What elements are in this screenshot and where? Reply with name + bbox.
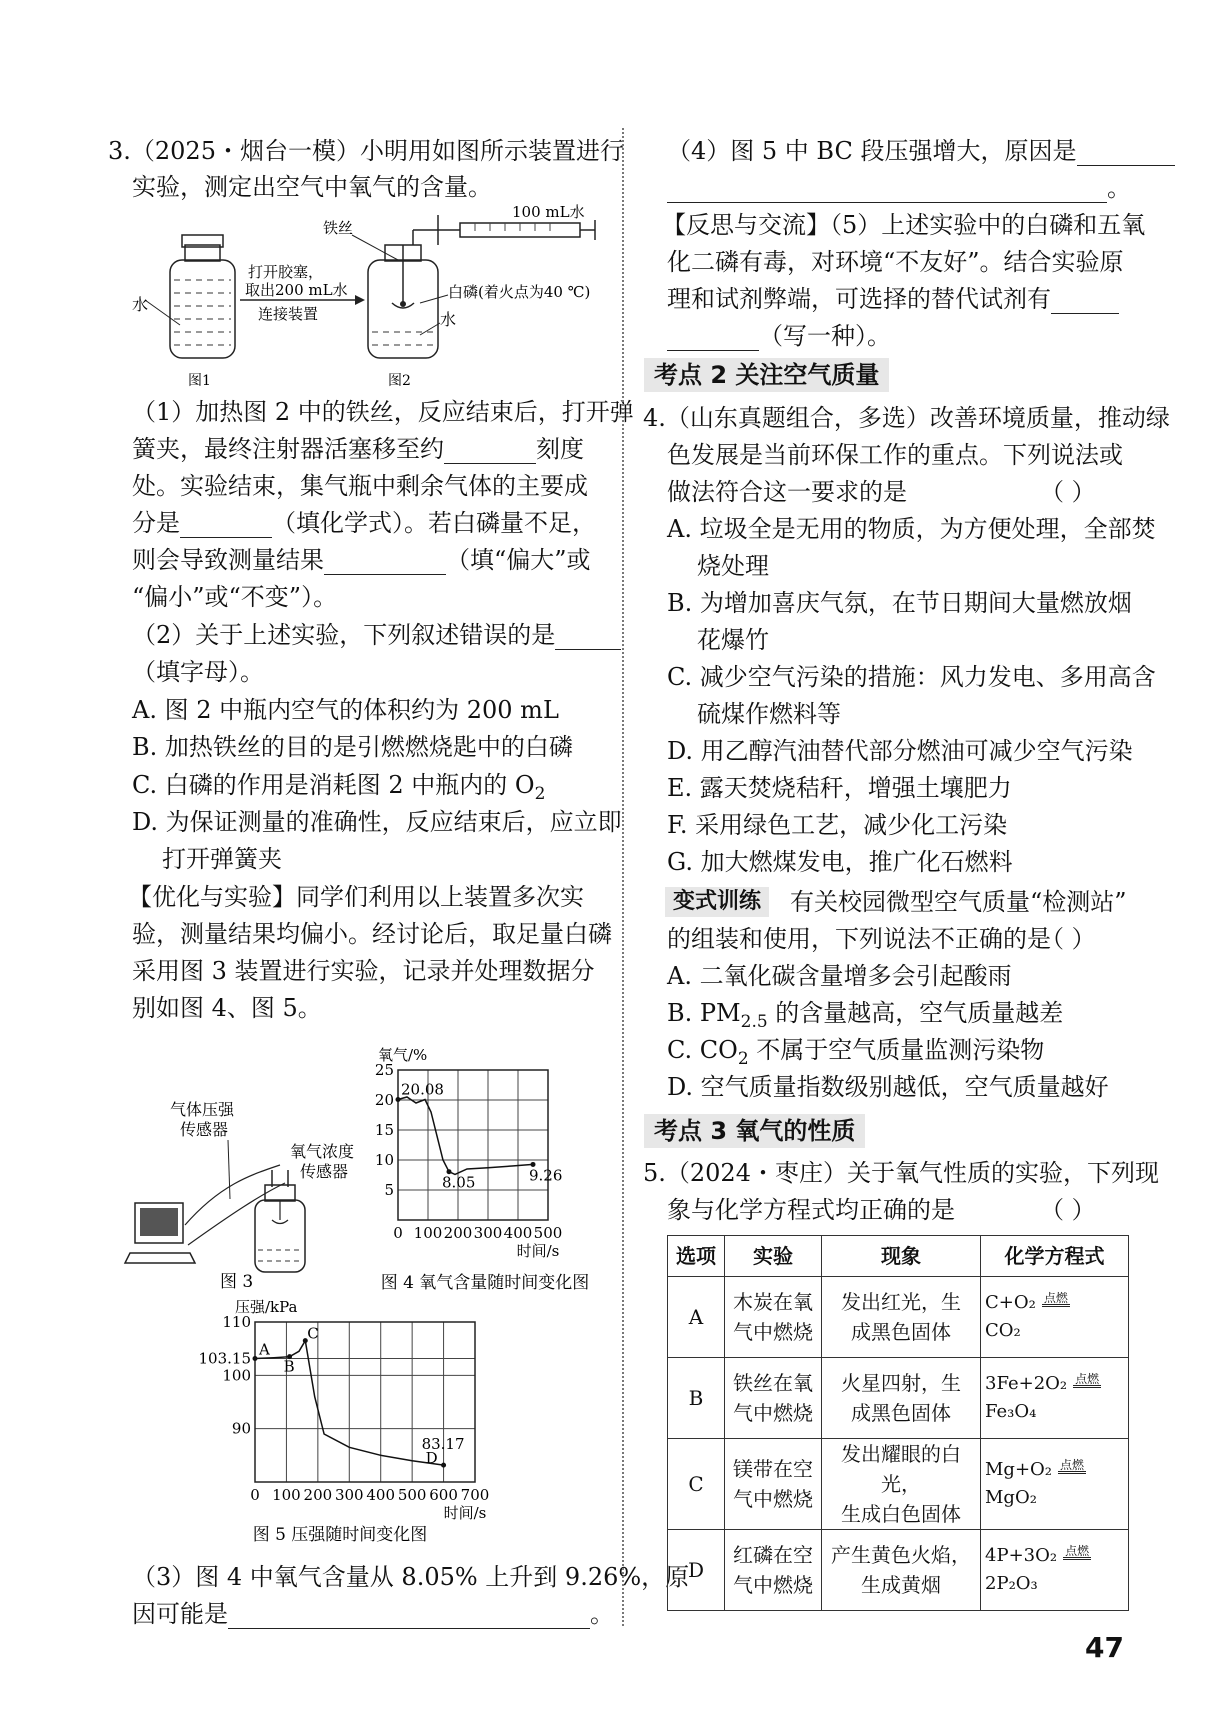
equation-reactants: 4P+3O₂ xyxy=(985,1545,1058,1566)
column-divider xyxy=(622,128,624,1626)
data-label: C xyxy=(307,1324,319,1343)
figure-4-oxygen-chart xyxy=(360,1040,625,1295)
q5-answer-paren[interactable]: （ ） xyxy=(1040,1196,1096,1224)
x-axis-label: 时间/s xyxy=(516,1242,560,1260)
q4-stem-line1: 4.（山东真题组合，多选）改善环境质量，推动绿 xyxy=(643,404,1170,432)
x-tick-label: 200 xyxy=(443,1224,473,1242)
data-label: 83.17 xyxy=(421,1435,465,1454)
q4-stem-line3: 做法符合这一要求的是 xyxy=(667,478,907,506)
x-tick-label: 600 xyxy=(429,1486,458,1504)
equation-products: MgO₂ xyxy=(985,1487,1037,1508)
table-row xyxy=(668,1277,1129,1358)
equation-products: CO₂ xyxy=(985,1320,1021,1341)
table-header: 化学方程式 xyxy=(981,1236,1129,1277)
answer-blank-1[interactable] xyxy=(444,439,536,464)
variant-stem-line1: 有关校园微型空气质量“检测站” xyxy=(790,888,1127,916)
fig2-caption: 图2 xyxy=(388,373,411,389)
table-cell-phenomenon xyxy=(822,1439,981,1530)
step-2: 取出200 mL水 xyxy=(245,281,348,299)
answer-blank-9[interactable] xyxy=(667,326,759,351)
equation-left xyxy=(985,1545,1124,1567)
q3-p5-line4-text: （写一种）。 xyxy=(759,322,891,350)
q3-p1-line5-a: 则会导致测量结果 xyxy=(132,546,324,574)
table-cell-option: D xyxy=(668,1530,725,1611)
data-point xyxy=(396,1097,401,1102)
q3-p2-line2: （填字母）。 xyxy=(132,658,264,686)
data-label: 9.26 xyxy=(529,1166,563,1185)
q3-p1-line3: 处。实验结束，集气瓶中剩余气体的主要成 xyxy=(132,472,588,500)
q5-stem-line1: 5.（2024・枣庄）关于氧气性质的实验，下列现 xyxy=(643,1159,1159,1187)
cell-line: 成黑色固体 xyxy=(851,1320,951,1344)
q3-p1-line4 xyxy=(132,508,596,538)
q5-stem-line2: 象与化学方程式均正确的是 xyxy=(667,1196,955,1224)
label-o2-sensor: 氧气浓度 xyxy=(290,1142,355,1161)
label-water-right: 水 xyxy=(440,310,457,329)
cell-line: 发出红光，生 xyxy=(841,1290,961,1314)
q3-p1-line2-b: 刻度 xyxy=(536,435,584,463)
equation-left xyxy=(985,1373,1124,1395)
q3-option-c-sub: 2 xyxy=(534,783,546,804)
label-white-phosphorus: 白磷(着火点为40 ℃) xyxy=(448,283,591,301)
data-label: A xyxy=(259,1340,270,1359)
q4-option-a-line2: 烧处理 xyxy=(697,552,769,580)
q3-stem-line2: 实验，测定出空气中氧气的含量。 xyxy=(132,173,492,201)
x-tick-label: 300 xyxy=(334,1486,364,1504)
table-cell-equation xyxy=(981,1277,1129,1358)
cell-line: 铁丝在氧 xyxy=(733,1371,813,1395)
equation-condition: 点燃 xyxy=(1065,1544,1090,1558)
q3-p2-line1-text: （2）关于上述实验，下列叙述错误的是 xyxy=(132,621,556,649)
plot-frame xyxy=(255,1322,475,1482)
q4-option-f: F. 采用绿色工艺，减少化工污染 xyxy=(667,811,1008,839)
variant-option-b-post: 的含量越高，空气质量越差 xyxy=(767,999,1064,1027)
q3-optimize-line4: 别如图 4、图 5。 xyxy=(132,994,322,1022)
answer-blank-7[interactable] xyxy=(667,178,1107,203)
label-water-left: 水 xyxy=(132,295,149,314)
q3-p3-period: 。 xyxy=(590,1600,614,1628)
q3-p5-line3-text: 理和试剂弊端，可选择的替代试剂有 xyxy=(667,285,1051,313)
cell-line: 生成黄烟 xyxy=(861,1573,941,1597)
y-tick-label: 100 xyxy=(222,1366,251,1385)
x-tick-label: 0 xyxy=(250,1486,260,1504)
chart-title: 图 4 氧气含量随时间变化图 xyxy=(380,1273,590,1293)
data-label: 20.08 xyxy=(401,1080,444,1099)
q3-p5-line2: 化二磷有毒，对环境“不友好”。结合实验原 xyxy=(667,248,1124,276)
table-header: 选项 xyxy=(668,1236,725,1277)
variant-option-b-pre: B. PM xyxy=(667,999,741,1027)
q3-p4-period: 。 xyxy=(1107,174,1131,202)
table-cell-phenomenon xyxy=(822,1530,981,1611)
cell-line: 气中燃烧 xyxy=(733,1320,813,1344)
cell-line: 成黑色固体 xyxy=(851,1401,951,1425)
q3-p3-line1: （3）图 4 中氧气含量从 8.05% 上升到 9.26%，原 xyxy=(132,1563,690,1591)
q3-p1-line1: （1）加热图 2 中的铁丝，反应结束后，打开弹 xyxy=(132,398,634,426)
y-axis-label: 氧气/% xyxy=(378,1046,428,1064)
section-header-2: 考点 2 关注空气质量 xyxy=(644,358,889,392)
q3-option-a: A. 图 2 中瓶内空气的体积约为 200 mL xyxy=(132,696,559,724)
q3-p5-line1: 【反思与交流】（5）上述实验中的白磷和五氧 xyxy=(662,211,1146,239)
y-tick-label: 110 xyxy=(222,1313,251,1331)
x-tick-label: 700 xyxy=(460,1486,490,1504)
table-cell-experiment xyxy=(725,1358,822,1439)
table-cell-experiment xyxy=(725,1439,822,1530)
q3-p1-line5-b: （填“偏大”或 xyxy=(446,546,591,574)
data-label: 8.05 xyxy=(442,1173,476,1192)
y-tick-label: 20 xyxy=(374,1091,394,1109)
q3-p5-line3 xyxy=(667,284,1119,314)
table-cell-phenomenon xyxy=(822,1358,981,1439)
equation-condition: 点燃 xyxy=(1043,1291,1068,1305)
q4-option-c-line2: 硫煤作燃料等 xyxy=(697,700,841,728)
cell-line: 气中燃烧 xyxy=(733,1573,813,1597)
label-pressure-sensor-2: 传感器 xyxy=(180,1120,229,1139)
variant-training-badge: 变式训练 xyxy=(665,887,769,917)
equation-left xyxy=(985,1292,1124,1314)
label-100ml-water: 100 mL水 xyxy=(512,203,585,221)
q3-option-c-text: C. 白磷的作用是消耗图 2 中瓶内的 O xyxy=(132,771,535,799)
x-tick-label: 100 xyxy=(272,1486,301,1504)
y-tick-label: 25 xyxy=(374,1061,394,1079)
cell-line: 气中燃烧 xyxy=(733,1401,813,1425)
label-o2-sensor-2: 传感器 xyxy=(300,1162,349,1181)
table-cell-phenomenon xyxy=(822,1277,981,1358)
q3-p3-line2-text: 因可能是 xyxy=(132,1600,228,1628)
table-cell-equation xyxy=(981,1439,1129,1530)
x-tick-label: 100 xyxy=(413,1224,443,1242)
data-label: D xyxy=(425,1449,438,1468)
cell-line: 火星四射，生 xyxy=(841,1371,961,1395)
q3-p1-line5 xyxy=(132,545,591,575)
table-header: 现象 xyxy=(822,1236,981,1277)
data-point xyxy=(441,1463,446,1468)
answer-blank-2[interactable] xyxy=(180,513,272,538)
variant-option-a: A. 二氧化碳含量增多会引起酸雨 xyxy=(667,962,1012,990)
variant-option-d: D. 空气质量指数级别越低，空气质量越好 xyxy=(667,1073,1109,1101)
table-header: 实验 xyxy=(725,1236,822,1277)
q3-p1-line2-a: 簧夹，最终注射器活塞移至约 xyxy=(132,435,444,463)
equation-reactants: C+O₂ xyxy=(985,1292,1036,1313)
cell-line: 发出耀眼的白光， xyxy=(841,1442,961,1496)
answer-blank-4[interactable] xyxy=(555,625,621,650)
y-tick-label: 5 xyxy=(384,1181,394,1199)
q3-stem-line1: 3.（2025・烟台一模）小明用如图所示装置进行 xyxy=(108,137,624,165)
answer-blank-6[interactable] xyxy=(1077,141,1175,166)
q3-p4-text: （4）图 5 中 BC 段压强增大，原因是 xyxy=(667,137,1077,165)
equation-products: Fe₃O₄ xyxy=(985,1401,1037,1422)
cell-line: 产生黄色火焰， xyxy=(831,1543,971,1567)
table-cell-option: C xyxy=(668,1439,725,1530)
q3-p3-line2 xyxy=(132,1599,614,1629)
q3-p2-line1 xyxy=(132,620,621,650)
equation-condition: 点燃 xyxy=(1075,1372,1100,1386)
equation-reactants: Mg+O₂ xyxy=(985,1459,1053,1480)
answer-blank-8[interactable] xyxy=(1051,289,1119,314)
table-cell-option: B xyxy=(668,1358,725,1439)
q3-p1-line4-a: 分是 xyxy=(132,509,180,537)
table-cell-experiment xyxy=(725,1530,822,1611)
equation-products: 2P₂O₃ xyxy=(985,1573,1038,1594)
variant-option-c-pre: C. CO xyxy=(667,1036,738,1064)
table-row xyxy=(668,1439,1129,1530)
series-line xyxy=(398,1097,533,1174)
q4-option-g: G. 加大燃煤发电，推广化石燃料 xyxy=(667,848,1013,876)
answer-blank-3[interactable] xyxy=(324,550,446,575)
y-tick-label: 103.15 xyxy=(198,1349,251,1368)
variant-option-c xyxy=(667,1035,1044,1074)
x-tick-label: 200 xyxy=(303,1486,333,1504)
q3-p1-line6: “偏小”或“不变”）。 xyxy=(132,583,338,611)
q3-option-c xyxy=(132,770,545,809)
variant-option-c-post: 不属于空气质量监测污染物 xyxy=(748,1036,1045,1064)
y-tick-label: 10 xyxy=(374,1151,394,1169)
variant-option-c-sub: 2 xyxy=(737,1048,749,1069)
table-cell-experiment xyxy=(725,1277,822,1358)
x-tick-label: 500 xyxy=(397,1486,427,1504)
q4-option-d: D. 用乙醇汽油替代部分燃油可减少空气污染 xyxy=(667,737,1133,765)
q4-option-b-line2: 花爆竹 xyxy=(697,626,769,654)
x-tick-label: 400 xyxy=(503,1224,533,1242)
variant-answer-paren[interactable]: （ ） xyxy=(1040,925,1096,953)
x-axis-label: 时间/s xyxy=(443,1504,487,1522)
equation-reactants: 3Fe+2O₂ xyxy=(985,1373,1068,1394)
table-header-row xyxy=(668,1236,1129,1277)
chart-title: 图 5 压强随时间变化图 xyxy=(252,1525,428,1545)
data-label: B xyxy=(283,1357,295,1376)
q3-p1-line2 xyxy=(132,434,584,464)
variant-option-b-sub: 2.5 xyxy=(740,1011,768,1032)
cell-line: 气中燃烧 xyxy=(733,1487,813,1511)
fig3-caption: 图 3 xyxy=(220,1272,254,1292)
equation-condition: 点燃 xyxy=(1060,1458,1085,1472)
figure-5-pressure-chart xyxy=(198,1298,530,1545)
y-axis-label: 压强/kPa xyxy=(235,1298,298,1316)
x-tick-label: 400 xyxy=(366,1486,396,1504)
data-point xyxy=(253,1356,258,1361)
table-cell-equation xyxy=(981,1530,1129,1611)
q4-answer-paren[interactable]: （ ） xyxy=(1040,478,1096,506)
table-row xyxy=(668,1530,1129,1611)
q3-optimize-line3: 采用图 3 装置进行实验，记录并处理数据分 xyxy=(132,957,595,985)
equation-left xyxy=(985,1459,1124,1481)
step-1: 打开胶塞， xyxy=(248,263,324,281)
q3-p4-line2 xyxy=(667,173,1131,203)
x-tick-label: 500 xyxy=(533,1224,563,1242)
q3-optimize-line1: 【优化与实验】同学们利用以上装置多次实 xyxy=(128,883,584,911)
variant-option-b xyxy=(667,998,1063,1037)
page-number: 47 xyxy=(1085,1631,1124,1664)
table-row xyxy=(668,1358,1129,1439)
q5-table xyxy=(667,1235,1129,1611)
fig1-caption: 图1 xyxy=(188,373,211,389)
cell-line: 红磷在空 xyxy=(733,1543,813,1567)
section-header-3: 考点 3 氧气的性质 xyxy=(644,1114,865,1148)
variant-stem-line2: 的组装和使用，下列说法不正确的是 xyxy=(667,925,1051,953)
q4-option-e: E. 露天焚烧秸秆，增强土壤肥力 xyxy=(667,774,1012,802)
figure-1-2-apparatus xyxy=(130,205,600,390)
q4-option-a-line1: A. 垃圾全是无用的物质，为方便处理，全部焚 xyxy=(667,515,1156,543)
q4-option-b-line1: B. 为增加喜庆气氛，在节日期间大量燃放烟 xyxy=(667,589,1132,617)
label-pressure-sensor: 气体压强 xyxy=(170,1100,235,1119)
cell-line: 木炭在氧 xyxy=(733,1290,813,1314)
q3-optimize-line2: 验，测量结果均偏小。经讨论后，取足量白磷 xyxy=(132,920,612,948)
table-cell-equation xyxy=(981,1358,1129,1439)
cell-line: 镁带在空 xyxy=(733,1457,813,1481)
y-tick-label: 90 xyxy=(231,1419,251,1438)
q4-option-c-line1: C. 减少空气污染的措施：风力发电、多用高含 xyxy=(667,663,1156,691)
q3-option-d-line1: D. 为保证测量的准确性，反应结束后，应立即 xyxy=(132,808,622,836)
x-tick-label: 300 xyxy=(473,1224,503,1242)
q3-option-b: B. 加热铁丝的目的是引燃燃烧匙中的白磷 xyxy=(132,733,573,761)
q3-p4-line1 xyxy=(667,136,1175,166)
cell-line: 生成白色固体 xyxy=(841,1502,961,1526)
step-3: 连接装置 xyxy=(258,305,319,323)
figure-3-apparatus xyxy=(130,1095,380,1290)
label-iron-wire: 铁丝 xyxy=(323,219,354,237)
answer-blank-5[interactable] xyxy=(228,1604,590,1629)
q3-p5-line4 xyxy=(667,321,891,351)
q4-stem-line2: 色发展是当前环保工作的重点。下列说法或 xyxy=(667,441,1123,469)
y-tick-label: 15 xyxy=(374,1121,394,1139)
q3-p1-line4-b: （填化学式）。若白磷量不足， xyxy=(272,509,596,537)
x-tick-label: 0 xyxy=(393,1224,403,1242)
table-cell-option: A xyxy=(668,1277,725,1358)
q3-option-d-line2: 打开弹簧夹 xyxy=(162,845,282,873)
